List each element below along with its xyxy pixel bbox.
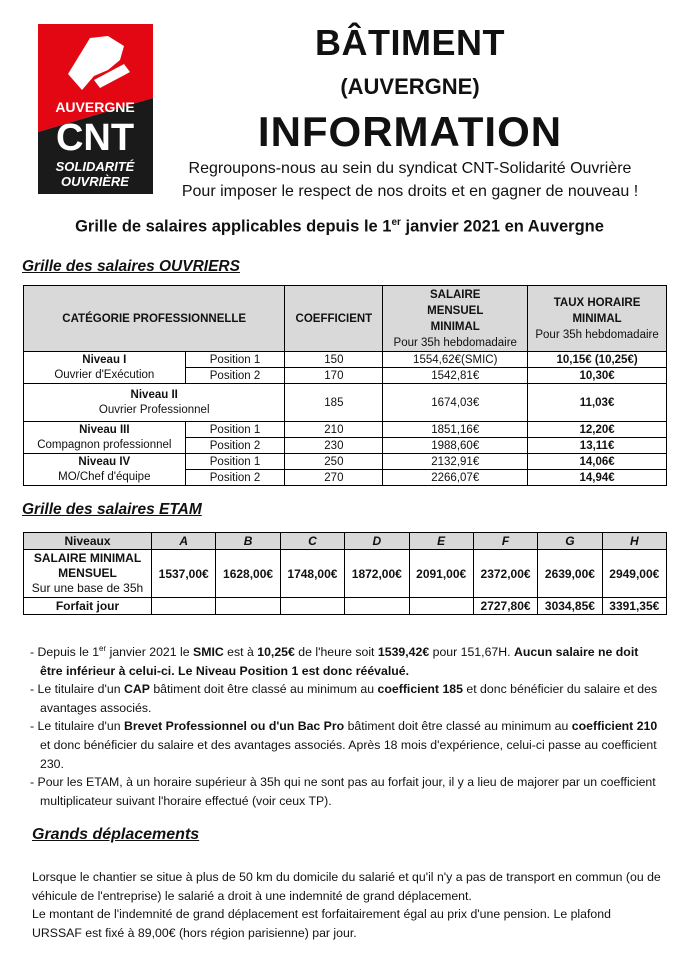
title-information: INFORMATION [257, 108, 563, 155]
etam-salaire-cell: 1628,00€ [216, 550, 280, 598]
etam-level-header: D [345, 533, 409, 550]
etam-table [23, 532, 667, 615]
etam-level-header: C [280, 533, 344, 550]
salaire-cell: 1851,16€ [383, 422, 528, 438]
etam-salaire-cell: 2639,00€ [538, 550, 602, 598]
logo-line2: OUVRIÈRE [61, 174, 129, 189]
headline [0, 217, 679, 237]
headline-sup: er [391, 217, 401, 228]
position-cell: Position 1 [185, 352, 285, 368]
taux-cell: 11,03€ [528, 384, 667, 422]
etam-forfait-cell [345, 598, 409, 615]
logo-region: AUVERGNE [55, 99, 135, 115]
header-categorie: CATÉGORIE PROFESSIONNELLE [24, 286, 285, 352]
ouvriers-row [24, 454, 667, 470]
taux-cell: 12,20€ [528, 422, 667, 438]
notes-list [30, 640, 660, 810]
etam-salaire-cell: 1748,00€ [280, 550, 344, 598]
salaire-cell: 1988,60€ [383, 438, 528, 454]
headline-text: Grille de salaires applicables depuis le 1 [75, 217, 392, 236]
grands-deplacements-text [32, 868, 662, 942]
section-title-ouvriers: Grille des salaires OUVRIERS [22, 258, 240, 275]
niveau-cell: Niveau I Ouvrier d'Exécution [24, 352, 186, 384]
etam-salaire-cell: 2372,00€ [473, 550, 537, 598]
etam-forfait-cell: 3391,35€ [602, 598, 666, 615]
coef-cell: 170 [285, 368, 383, 384]
grands-paragraph-2: Le montant de l'indemnité de grand déplacement est forfaitairement égal au prix d'une pension. Le plafond URSSAF est fixé à 89,00€ (hors région parisienne) par jour. [32, 907, 611, 940]
coef-cell: 270 [285, 470, 383, 486]
niveau-cell: Niveau III Compagnon professionnel [24, 422, 186, 454]
title-batiment: BÂTIMENT [315, 22, 505, 63]
salaire-cell: 1542,81€ [383, 368, 528, 384]
etam-level-header: A [152, 533, 216, 550]
ouvriers-table [23, 285, 667, 486]
header-salaire: SALAIRE MENSUEL MINIMAL Pour 35h hebdomadaire [383, 286, 528, 352]
note-item: - Le titulaire d'un CAP bâtiment doit être classé au minimum au coefficient 185 et donc bénéficier du salaire et des avantages associés. [30, 682, 658, 715]
cnt-logo [38, 24, 153, 194]
slogan-line-1: Regroupons-nous au sein du syndicat CNT-Solidarité Ouvrière [188, 160, 632, 177]
niveau-cell: Niveau II Ouvrier Professionnel [24, 384, 285, 422]
coef-cell: 230 [285, 438, 383, 454]
salaire-cell: 1554,62€(SMIC) [383, 352, 528, 368]
etam-salaire-cell: 1537,00€ [152, 550, 216, 598]
ouvriers-row [24, 422, 667, 438]
position-cell: Position 2 [185, 368, 285, 384]
taux-cell: 14,94€ [528, 470, 667, 486]
section-title-grands: Grands déplacements [32, 826, 200, 843]
etam-salaire-cell: 2091,00€ [409, 550, 473, 598]
header-coefficient: COEFFICIENT [285, 286, 383, 352]
etam-level-header: B [216, 533, 280, 550]
etam-forfait-cell: 2727,80€ [473, 598, 537, 615]
ouvriers-row [24, 352, 667, 368]
position-cell: Position 1 [185, 454, 285, 470]
ouvriers-row [24, 384, 667, 422]
grands-paragraph-1: Lorsque le chantier se situe à plus de 50 km du domicile du salarié et qu'il n'y a pas de transport en commun (ou de véhicule de l'entreprise) le salarié a droit à une indemnité de grand déplacement. [32, 870, 661, 903]
taux-cell: 10,15€ (10,25€) [528, 352, 667, 368]
note-item: - Pour les ETAM, à un horaire supérieur à 35h qui ne sont pas au forfait jour, il y a lieu de majorer par un coefficient multiplicateur suivant l'horaire effectué (voir ceux TP). [30, 775, 656, 808]
header-taux: TAUX HORAIRE MINIMAL Pour 35h hebdomadaire [528, 286, 667, 352]
etam-forfait-cell [216, 598, 280, 615]
headline-text-end: janvier 2021 en Auvergne [400, 217, 604, 236]
coef-cell: 210 [285, 422, 383, 438]
note-item: - Le titulaire d'un Brevet Professionnel ou d'un Bac Pro bâtiment doit être classé au minimum au coefficient 210 et donc bénéficier du salaire et des avantages associés. Après 18 mois d'expérience, celui-ci passe au coefficient 230. [30, 719, 658, 771]
coef-cell: 185 [285, 384, 383, 422]
position-cell: Position 1 [185, 422, 285, 438]
coef-cell: 150 [285, 352, 383, 368]
note-item: - Depuis le 1er janvier 2021 le SMIC est à 10,25€ de l'heure soit 1539,42€ pour 151,67H. Aucun salaire ne doit être inférieur à celui-ci. Le Niveau Position 1 est donc réévalué. [30, 644, 639, 678]
etam-forfait-cell [409, 598, 473, 615]
etam-forfait-cell [280, 598, 344, 615]
section-title-etam: Grille des salaires ETAM [22, 501, 202, 518]
etam-salaire-cell: 1872,00€ [345, 550, 409, 598]
etam-salaire-label: SALAIRE MINIMAL MENSUEL Sur une base de 35h [24, 550, 152, 598]
taux-cell: 13,11€ [528, 438, 667, 454]
position-cell: Position 2 [185, 470, 285, 486]
etam-level-header: F [473, 533, 537, 550]
position-cell: Position 2 [185, 438, 285, 454]
slogan-line-2: Pour imposer le respect de nos droits et en gagner de nouveau ! [181, 183, 639, 200]
logo-acronym: CNT [55, 117, 135, 159]
title-auvergne: (AUVERGNE) [340, 74, 480, 99]
etam-forfait-cell: 3034,85€ [538, 598, 602, 615]
etam-salaire-cell: 2949,00€ [602, 550, 666, 598]
salaire-cell: 2132,91€ [383, 454, 528, 470]
etam-level-header: G [538, 533, 602, 550]
etam-level-header: H [602, 533, 666, 550]
etam-forfait-label: Forfait jour [24, 598, 152, 615]
taux-cell: 10,30€ [528, 368, 667, 384]
etam-header-niveaux: Niveaux [24, 533, 152, 550]
niveau-cell: Niveau IV MO/Chef d'équipe [24, 454, 186, 486]
etam-level-header: E [409, 533, 473, 550]
taux-cell: 14,06€ [528, 454, 667, 470]
salaire-cell: 2266,07€ [383, 470, 528, 486]
logo-line1: SOLIDARITÉ [55, 159, 135, 174]
salaire-cell: 1674,03€ [383, 384, 528, 422]
coef-cell: 250 [285, 454, 383, 470]
etam-forfait-cell [152, 598, 216, 615]
